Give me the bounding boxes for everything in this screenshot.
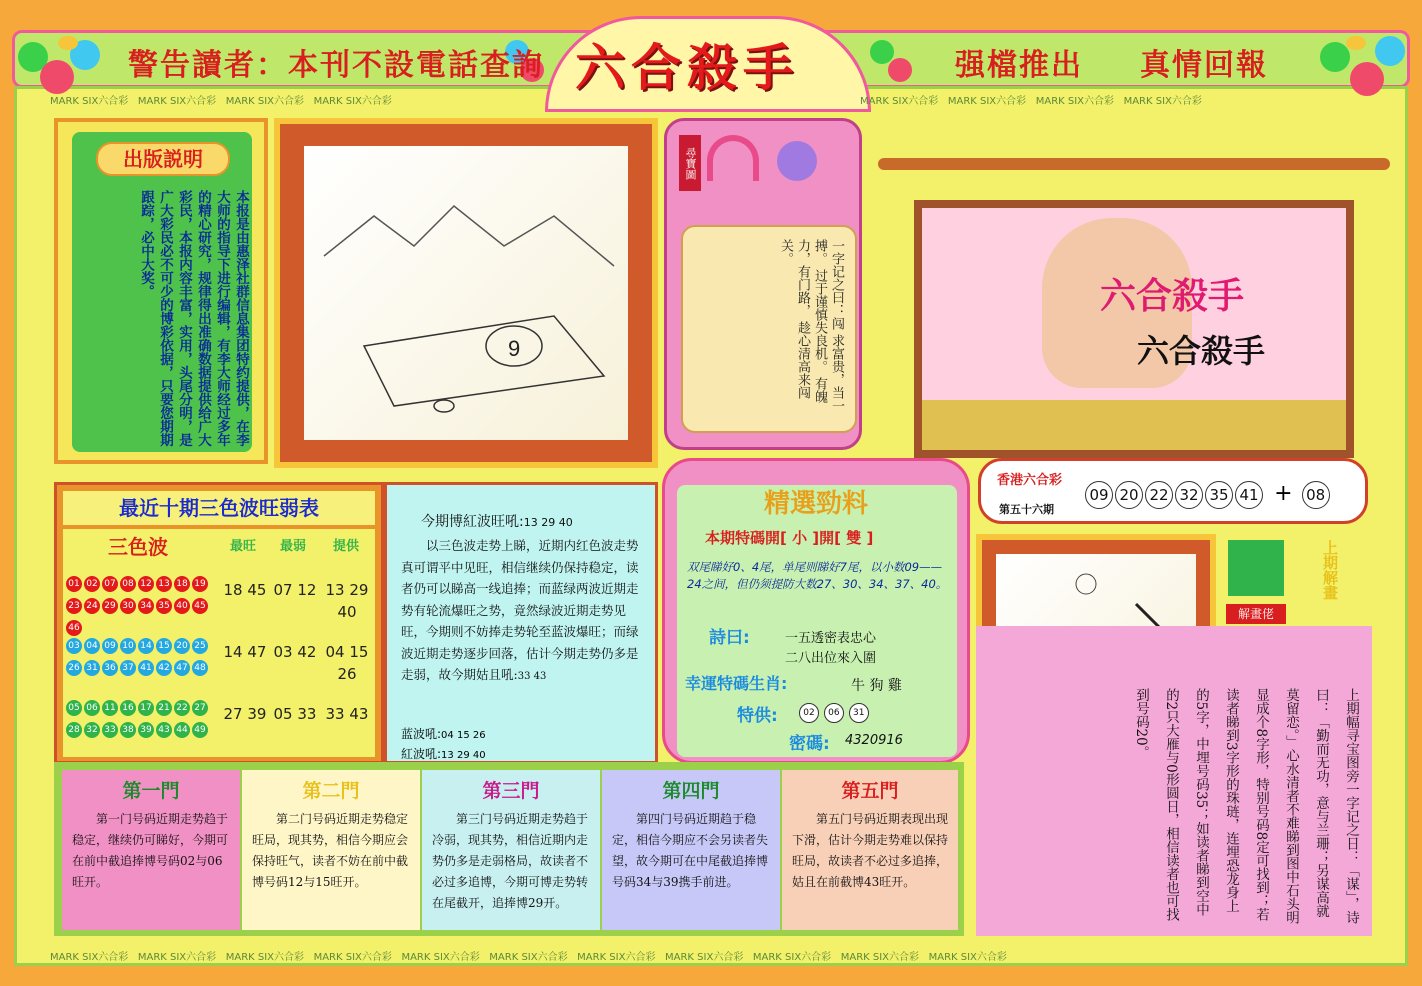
wave-ball: 15 [156, 638, 172, 654]
wave-ball: 46 [66, 620, 82, 636]
balloon-icon [870, 40, 894, 64]
wave-ball: 40 [174, 598, 190, 614]
wave-hot-value: 14 47 [223, 643, 267, 661]
treasure-label: 尋寶圖 [679, 135, 701, 191]
logo-text: 六合殺手 [575, 39, 799, 97]
zodiac-label: 幸運特碼生肖: [685, 674, 788, 693]
wave-ball: 27 [192, 700, 208, 716]
rabbit-picture [304, 146, 628, 440]
lottery-ball: 09 [1085, 481, 1113, 509]
wave-ball: 36 [102, 660, 118, 676]
red-wave-line: 紅波吼:13 29 40 [401, 747, 486, 761]
special-numbers [799, 703, 871, 723]
lottery-brand: 香港六合彩 [997, 473, 1063, 488]
border-strip-top-right: MARK SIX六合彩 MARK SIX六合彩 MARK SIX六合彩 MARK SIX六合彩 [860, 96, 1202, 107]
riddle-header [1222, 534, 1372, 626]
wave-table [63, 529, 375, 757]
wave-hot-value: 27 39 [223, 705, 267, 723]
wave-ball: 34 [138, 598, 154, 614]
wave-ball: 14 [138, 638, 154, 654]
wave-ball: 37 [120, 660, 136, 676]
riddle-body: 上期幅寻宝图旁一字记之日：「谋」，诗曰：「勤而无功，意与兰珊；另谋高就莫留恋。」心水清者不难睇到图中石头明显成个8字形，特别号码8定可找到；若读者睇到3字形的珠琏，连埋恐龙身上的5字，中埋号码35；如读者睇到空中的2只大雁与0形圆日，相信读者也可找到号码20。 [1133, 688, 1359, 925]
wave-ball: 01 [66, 576, 82, 592]
wave-ball: 48 [192, 660, 208, 676]
wave-ball: 47 [174, 660, 190, 676]
gate-body: 第四门号码近期趋于稳定，相信今期应不会另读者失望，故今期可在中尾截追捧博号码34与39携手前进。 [612, 812, 769, 889]
gate-1 [62, 770, 240, 930]
wave-ball: 24 [84, 598, 100, 614]
gate-body: 第一门号码近期走势趋于稳定，继续仍可睇好，今期可在前中截追捧博号码02与06旺开。 [72, 812, 229, 889]
code-label: 密碼: [789, 734, 830, 754]
gate-title: 第三門 [482, 780, 540, 802]
wave-ball: 13 [156, 576, 172, 592]
wave-ball: 26 [66, 660, 82, 676]
wave-give-value: 13 29 40 [325, 581, 369, 621]
wave-ball: 32 [84, 722, 100, 738]
svg-text:9: 9 [508, 336, 521, 361]
wave-weak-value: 03 42 [273, 643, 317, 661]
wave-ball: 02 [84, 576, 100, 592]
wave-ball: 45 [192, 598, 208, 614]
wave-ball: 16 [120, 700, 136, 716]
wave-table-panel [54, 482, 384, 764]
lottery-period: 第五十六期 [999, 503, 1054, 516]
border-strip-bottom: MARK SIX六合彩 MARK SIX六合彩 MARK SIX六合彩 MARK SIX六合彩 MARK SIX六合彩 MARK SIX六合彩 MARK SIX六合彩 MARK SIX六合彩 MARK SIX六合彩 MARK SIX六合彩 MARK SIX六合彩 [50, 952, 1007, 963]
gate-5 [782, 770, 958, 930]
wave-ball: 20 [174, 638, 190, 654]
treasure-panel [664, 118, 862, 450]
rainbow-icon [707, 135, 759, 181]
lottery-special-ball: 08 [1302, 481, 1330, 509]
riddle-panel [976, 626, 1372, 936]
publication-title: 出版説明 [96, 142, 230, 176]
crystal-ball-icon [777, 141, 817, 181]
wave-ball: 28 [66, 722, 82, 738]
wave-ball: 09 [102, 638, 118, 654]
wave-ball: 49 [192, 722, 208, 738]
balloon-icon [1375, 36, 1405, 66]
gate-body: 第五门号码近期表现出现下滑，估计今期走势难以保持旺局，故读者不必过多追捧，姑且在前截博43旺开。 [792, 812, 949, 889]
lottery-numbers [1085, 481, 1332, 509]
special-ball: 31 [849, 703, 869, 723]
wave-weak-value: 05 33 [273, 705, 317, 723]
gate-2 [242, 770, 420, 930]
wave-give-value: 33 43 [325, 705, 369, 723]
wave-header-col: 三色波 [108, 535, 168, 559]
photo-brand-1: 六合殺手 [1100, 276, 1245, 317]
gate-body: 第三门号码近期走势趋于冷弱，现其势，相信近期内走势仍多是走弱格局，故读者不必过多追博，今期可博走势转在尾截开，追捧博29开。 [432, 812, 589, 910]
scroll [681, 225, 857, 433]
photo-frame [914, 200, 1354, 458]
wave-ball: 42 [156, 660, 172, 676]
gate-title: 第五門 [841, 780, 899, 802]
lottery-ball: 32 [1175, 481, 1203, 509]
wave-ball: 35 [156, 598, 172, 614]
blue-wave-line: 蓝波吼:04 15 26 [401, 727, 486, 741]
wave-ball: 11 [102, 700, 118, 716]
wave-ball: 19 [192, 576, 208, 592]
wave-ball: 12 [138, 576, 154, 592]
gate-body: 第二门号码近期走势稳定旺局，现其势，相信今期应会保持旺气，读者不妨在前中截博号码12与15旺开。 [252, 812, 409, 889]
gold-ingot-icon [1346, 36, 1366, 50]
wave-ball: 22 [174, 700, 190, 716]
photo-panel [868, 118, 1400, 462]
lottery-ball: 35 [1205, 481, 1233, 509]
wave-ball: 25 [192, 638, 208, 654]
wave-row-balls [63, 693, 215, 753]
gate-4 [602, 770, 780, 930]
selection-desc: 双尾睇好0、4尾，单尾则睇好7尾，以小数09——24之间，但仍须提防大数27、30、34、37、40。 [687, 560, 948, 591]
rabbit-drawing [304, 146, 628, 440]
wave-ball: 21 [156, 700, 172, 716]
poem-label: 詩曰: [709, 628, 750, 648]
warning-text: 警告讀者：本刊不設電話查詢 [128, 48, 544, 83]
gate-title: 第一門 [122, 780, 180, 802]
photo-brand-2: 六合殺手 [1137, 332, 1266, 370]
wave-ball: 05 [66, 700, 82, 716]
wave-ball: 41 [138, 660, 154, 676]
riddle-title: 上期解畫 [1321, 540, 1339, 600]
wave-ball: 04 [84, 638, 100, 654]
wave-row-balls [63, 569, 215, 633]
wave-hot-value: 18 45 [223, 581, 267, 599]
wave-ball: 18 [174, 576, 190, 592]
wave-ball: 43 [156, 722, 172, 738]
selection-title: 精選勁料 [763, 489, 868, 519]
balloon-icon [1320, 42, 1350, 72]
wave-weak-value: 07 12 [273, 581, 317, 599]
wave-give-value: 04 15 26 [325, 643, 369, 683]
wave-ball: 06 [84, 700, 100, 716]
wave-ball: 33 [102, 722, 118, 738]
selection-special: 本期特碼開[ 小 ]開[ 雙 ] [705, 529, 874, 547]
treasure-poem: 一字记之曰：闯 求富贵，当一搏。 过于谨慎失良机。 有魄力，有门路， 趁心清高来闯关。 [778, 239, 844, 413]
wave-text-panel [384, 482, 658, 764]
special-label: 特供: [737, 706, 778, 726]
lottery-ball: 20 [1115, 481, 1143, 509]
wave-header-hot: 最旺 [229, 539, 256, 554]
lottery-ball: 41 [1235, 481, 1263, 509]
wave-table-title: 最近十期三色波旺弱表 [63, 491, 375, 525]
wave-ball: 17 [138, 700, 154, 716]
gate-3 [422, 770, 600, 930]
poem-line-2: 二八出位來入圍 [785, 651, 877, 666]
wave-header-weak: 最弱 [279, 539, 306, 554]
wave-ball: 03 [66, 638, 82, 654]
border-strip-top: MARK SIX六合彩 MARK SIX六合彩 MARK SIX六合彩 MARK SIX六合彩 [50, 96, 392, 107]
code-value: 4320916 [845, 733, 903, 748]
special-ball: 02 [799, 703, 819, 723]
publication-panel [54, 118, 268, 464]
plus-sign: + [1274, 481, 1293, 506]
wave-row-balls [63, 631, 215, 691]
wave-ball: 38 [120, 722, 136, 738]
hanging-rod [878, 158, 1390, 170]
gate-title: 第四門 [662, 780, 720, 802]
wave-text-title: 今期博紅波旺吼:13 29 40 [421, 514, 573, 530]
lottery-panel [978, 458, 1368, 524]
wave-ball: 31 [84, 660, 100, 676]
selection-panel [662, 458, 970, 764]
wave-ball: 08 [120, 576, 136, 592]
lottery-ball: 22 [1145, 481, 1173, 509]
slogan-1: 强檔推出 [955, 48, 1083, 83]
gold-ingot-icon [58, 36, 78, 50]
balloon-icon [888, 58, 912, 82]
wave-header-give: 提供 [332, 539, 359, 554]
wave-text-body: 以三色波走势上睇，近期内红色波走势真可谓平中见旺，相信继续仍保持稳定，读者仍可以睇高一线追捧；而蓝绿两波近期走势有轮流爆旺之势，竟然绿波近期走势见旺，今期则不妨捧走势轮至蓝波爆旺；而绿波近期走势逐步回落，估计今期走势仍多是走弱，故今期姑且吼:33 43 [401, 538, 639, 682]
wave-ball: 29 [102, 598, 118, 614]
wave-ball: 44 [174, 722, 190, 738]
slogan-2: 真情回報 [1140, 48, 1268, 83]
wave-ball: 07 [102, 576, 118, 592]
gold-ingots [922, 400, 1346, 450]
riddle-label: 解畫佬 [1226, 604, 1286, 624]
balloon-icon [40, 60, 74, 94]
publication-body: 本报是由惠泽社群信息集团特约提供，在李大师的指导下进行编辑，有李大师经过多年的精心研究，规律得出准确数据提供给广大彩民，本报内容丰富，实用，头尾分明，是广大彩民必不可少的博彩依据，只要您期期跟踪，必中大奖。 [138, 190, 249, 447]
rabbit-picture-frame [274, 118, 658, 468]
zodiac-value: 牛 狗 雞 [851, 678, 902, 694]
wave-ball: 30 [120, 598, 136, 614]
wave-ball: 23 [66, 598, 82, 614]
wave-ball: 10 [120, 638, 136, 654]
poem-line-1: 一五透密表忠心 [785, 631, 877, 646]
gate-title: 第二門 [302, 780, 360, 802]
book-icon [1228, 540, 1284, 596]
balloon-icon [1350, 62, 1384, 96]
special-ball: 06 [824, 703, 844, 723]
wave-ball: 39 [138, 722, 154, 738]
